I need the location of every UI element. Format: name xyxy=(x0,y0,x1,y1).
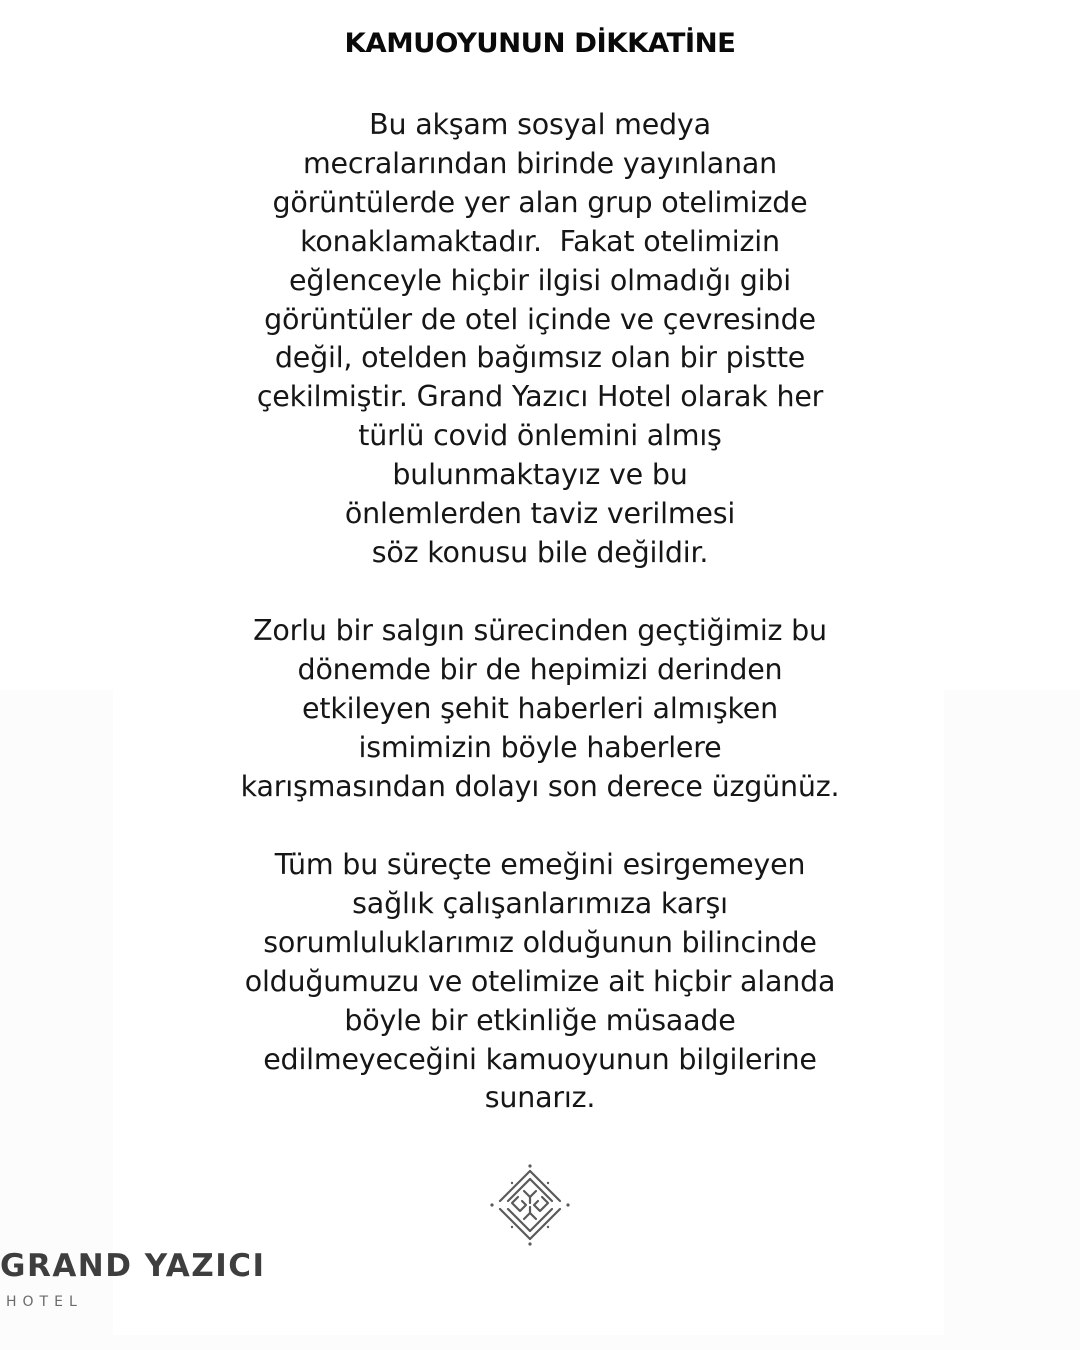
notice-title: KAMUOYUNUN DİKKATİNE xyxy=(344,28,736,59)
text-line: karışmasından dolayı son derece üzgünüz. xyxy=(240,769,840,803)
background-panel-bottom xyxy=(113,1335,944,1350)
text-line: görüntüler de otel içinde ve çevresinde xyxy=(264,302,816,336)
text-line: sunarız. xyxy=(484,1081,596,1115)
paragraph-1 xyxy=(0,106,1080,573)
text-line: eğlenceyle hiçbir ilgisi olmadığı gibi xyxy=(289,263,791,297)
text-line: Tüm bu süreçte emeğini esirgemeyen xyxy=(274,848,806,881)
paragraph-2 xyxy=(0,612,1080,807)
text-line: konaklamaktadır. Fakat otelimizin xyxy=(300,224,780,258)
text-line: edilmeyeceğini kamuoyunun bilgilerine xyxy=(263,1042,817,1076)
brand-subtitle: HOTEL xyxy=(6,1294,83,1310)
paragraph-3 xyxy=(0,846,1080,1118)
text-line: etkileyen şehit haberleri almışken xyxy=(302,691,778,725)
text-line: önlemlerden taviz verilmesi xyxy=(344,497,736,531)
text-line: sağlık çalışanlarımıza karşı xyxy=(352,886,728,920)
text-line: Zorlu bir salgın sürecinden geçtiğimiz bu xyxy=(253,614,827,647)
grand-yazici-monogram-icon xyxy=(488,1163,572,1247)
text-line: değil, otelden bağımsız olan bir pistte xyxy=(274,341,806,375)
text-line: böyle bir etkinliğe müsaade xyxy=(344,1003,736,1037)
text-line: türlü covid önlemini almış xyxy=(358,419,722,453)
text-line: sorumluluklarımız olduğunun bilincinde xyxy=(263,925,817,959)
text-line: ismimizin böyle haberlere xyxy=(358,730,722,764)
text-line: Bu akşam sosyal medya xyxy=(369,108,711,141)
text-line: çekilmiştir. Grand Yazıcı Hotel olarak her xyxy=(256,380,824,414)
text-line: söz konusu bile değildir. xyxy=(371,535,709,569)
text-line: görüntülerde yer alan grup otelimizde xyxy=(272,185,808,219)
text-line: mecralarından birinde yayınlanan xyxy=(302,146,778,180)
text-line: dönemde bir de hepimizi derinden xyxy=(297,652,783,686)
text-line: bulunmaktayız ve bu xyxy=(392,458,688,492)
brand-name: GRAND YAZICI xyxy=(0,1248,266,1284)
text-line: olduğumuzu ve otelimize ait hiçbir alanda xyxy=(244,964,836,998)
